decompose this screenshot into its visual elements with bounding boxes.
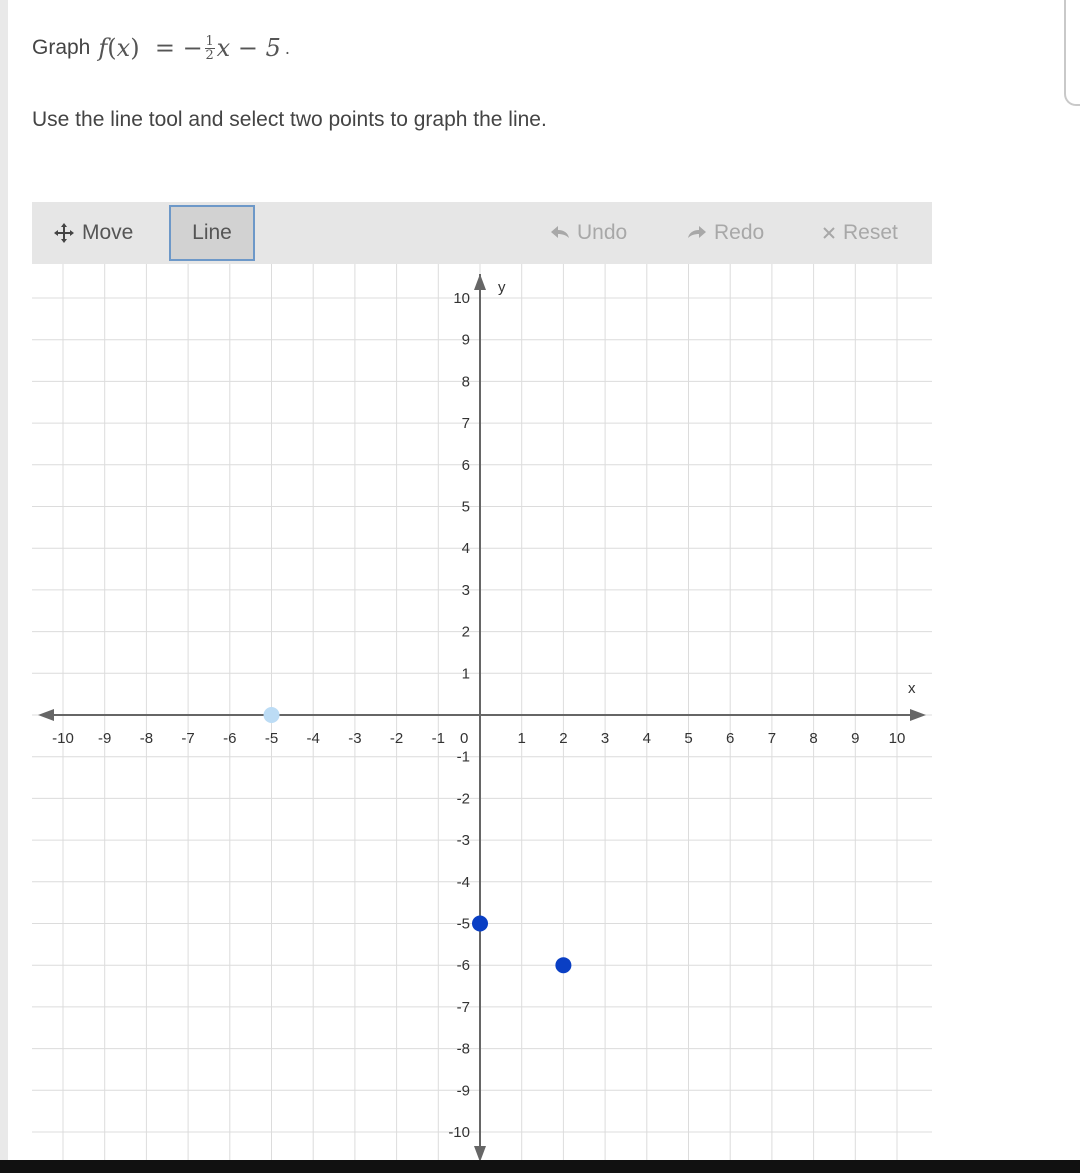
graphing-tool	[32, 202, 932, 1160]
y-tick-label: -8	[456, 1040, 470, 1058]
x-tick-label: -5	[264, 730, 279, 747]
y-tick-label: 3	[461, 581, 470, 599]
x-tick-label: 8	[809, 730, 818, 747]
undo-button[interactable]	[549, 202, 627, 264]
x-tick-label: 2	[559, 730, 568, 747]
axes	[38, 274, 926, 1160]
x-tick-label: -9	[98, 730, 112, 747]
y-tick-label: -3	[456, 832, 470, 850]
origin-label: 0	[460, 730, 469, 747]
redo-arrow-icon	[686, 224, 708, 242]
x-tick-label: 5	[684, 730, 693, 747]
reset-label: Reset	[843, 221, 898, 244]
coordinate-plane[interactable]	[32, 264, 932, 1160]
x-tick-label: 9	[851, 730, 860, 747]
graph-toolbar	[32, 202, 932, 264]
y-axis-bottom-arrow	[474, 1146, 486, 1160]
y-tick-label: 10	[453, 290, 470, 307]
x-tick-label: -2	[389, 730, 404, 747]
x-icon	[821, 225, 837, 241]
side-panel-edge	[1064, 0, 1080, 106]
reset-button[interactable]	[821, 202, 898, 264]
y-tick-label: 9	[461, 331, 470, 349]
line-label: Line	[192, 221, 232, 244]
grid-lines	[32, 264, 932, 1160]
y-tick-label: 7	[461, 415, 470, 433]
y-tick-label: -2	[456, 790, 470, 808]
y-tick-label: -6	[456, 957, 470, 975]
x-tick-label: -4	[306, 730, 320, 747]
redo-label: Redo	[714, 221, 765, 244]
left-frame-border	[0, 0, 8, 1160]
undo-label: Undo	[577, 221, 628, 244]
y-tick-label: -4	[456, 873, 470, 891]
y-axis-label: y	[498, 279, 506, 296]
y-tick-label: 1	[461, 665, 470, 683]
x-tick-label: 10	[888, 730, 906, 747]
y-tick-label: 5	[461, 498, 470, 516]
x-tick-label: 1	[517, 730, 526, 747]
x-axis-label: x	[908, 680, 916, 697]
y-tick-label: 4	[461, 540, 470, 558]
y-tick-label: -5	[456, 915, 470, 933]
x-tick-label: -6	[223, 730, 237, 747]
x-tick-label: 7	[767, 730, 777, 747]
x-tick-label: -10	[52, 730, 74, 747]
function-expression: f ( x ) = − $\frac{1}{2}$ x − 5 .	[98, 33, 290, 63]
y-tick-label: -7	[456, 998, 470, 1016]
bottom-bar	[0, 1160, 1080, 1173]
x-tick-label: 6	[726, 730, 735, 747]
move-arrows-icon	[52, 221, 76, 245]
y-tick-label: -10	[448, 1124, 470, 1141]
plotted-point[interactable]	[555, 957, 571, 973]
x-tick-label: -1	[431, 730, 445, 747]
hover-point[interactable]	[264, 707, 280, 723]
y-axis-top-arrow	[474, 274, 486, 290]
x-axis-right-arrow	[910, 709, 926, 721]
y-tick-label: 6	[461, 456, 470, 474]
x-tick-label: 3	[600, 730, 610, 747]
x-tick-label: -8	[139, 730, 154, 747]
line-button[interactable]	[169, 205, 255, 261]
instruction-text: Use the line tool and select two points to graph the line.	[32, 108, 547, 131]
question-text	[32, 34, 290, 62]
redo-button[interactable]	[686, 202, 764, 264]
x-tick-label: -3	[348, 730, 362, 747]
plotted-point[interactable]	[472, 916, 488, 932]
move-label: Move	[82, 221, 134, 244]
fraction: $\frac{1}{2}$	[205, 33, 214, 63]
x-axis-left-arrow	[38, 709, 54, 721]
x-tick-label: -7	[181, 730, 195, 747]
question-prefix: Graph	[32, 36, 91, 59]
x-tick-label: 4	[642, 730, 651, 747]
y-tick-label: -9	[456, 1082, 470, 1100]
y-tick-label: 8	[461, 373, 470, 391]
y-tick-label: -1	[456, 748, 470, 766]
y-tick-label: 2	[461, 623, 470, 641]
move-button[interactable]	[52, 202, 133, 264]
undo-arrow-icon	[549, 224, 571, 242]
